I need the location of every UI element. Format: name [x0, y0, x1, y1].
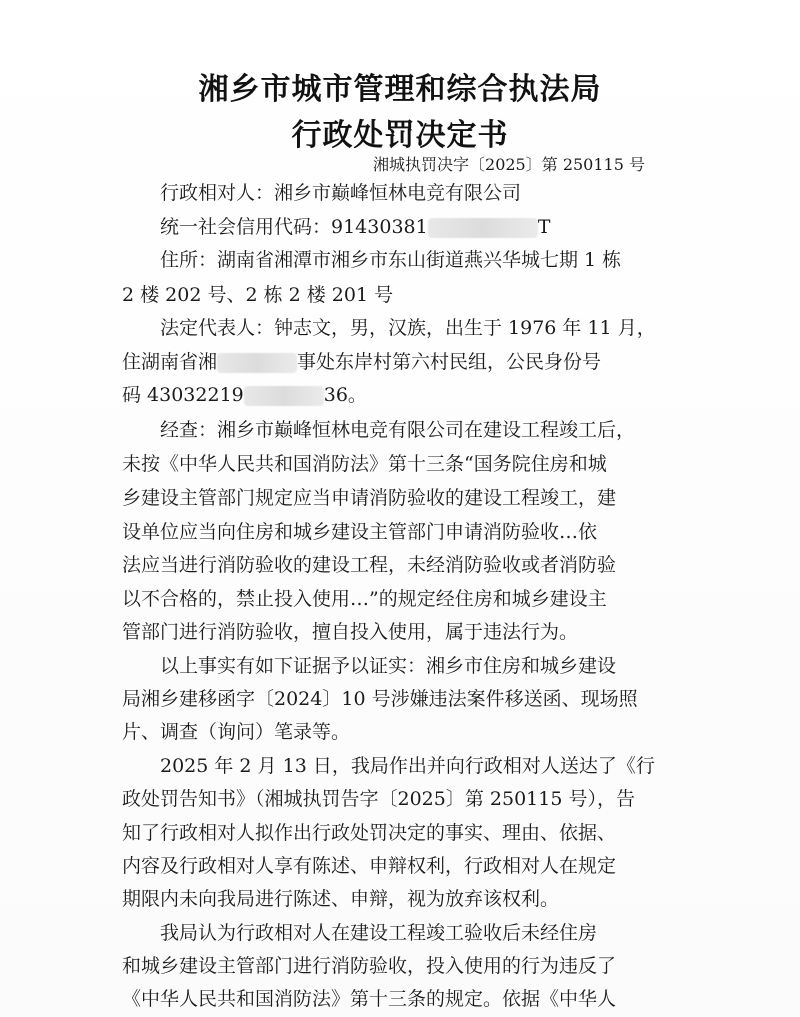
agency-title: 湘乡市城市管理和综合执法局: [198, 72, 602, 107]
legal-rep-line-2: [122, 347, 642, 377]
paragraph-line: 设单位应当向住房和城乡建设主管部门申请消防验收…依: [122, 521, 598, 543]
legal-rep-line-3: [122, 380, 642, 410]
paragraph-line: 内容及行政相对人享有陈述、申辩权利，行政相对人在规定: [122, 855, 617, 877]
redaction-mask: [428, 218, 538, 238]
credit-code-prefix: 统一社会信用代码：91430381: [160, 216, 428, 238]
legal-rep-line-2-part-b: 事处东岸村第六村民组，公民身份号: [297, 351, 602, 373]
paragraph-line: 2025 年 2 月 13 日，我局作出并向行政相对人送达了《行: [160, 755, 655, 777]
legal-rep-line-2-part-a: 住湖南省湘: [122, 351, 218, 373]
redaction-mask: [217, 353, 297, 373]
paragraph-line: 经查：湘乡市巅峰恒林电竞有限公司在建设工程竣工后，: [160, 419, 636, 441]
document-number: 湘城执罚决字〔2025〕第 250115 号: [373, 155, 645, 174]
paragraph-line: 和城乡建设主管部门进行消防验收，投入使用的行为违反了: [122, 955, 617, 977]
paragraph-line: 未按《中华人民共和国消防法》第十三条“国务院住房和城: [122, 453, 607, 475]
paragraph-line: 政处罚告知书》（湘城执罚告字〔2025〕第 250115 号），告: [122, 788, 635, 810]
address-line-1: 住所：湖南省湘潭市湘乡市东山街道燕兴华城七期 1 栋: [160, 249, 622, 271]
paragraph-line: 片、调查（询问）笔录等。: [122, 721, 351, 743]
paragraph-line: 《中华人民共和国消防法》第十三条的规定。依据《中华人: [122, 988, 617, 1010]
legal-rep-line-3-part-a: 码 43032219: [122, 384, 244, 406]
legal-rep-line-1: 法定代表人：钟志文，男，汉族，出生于 1976 年 11 月，: [160, 317, 656, 339]
credit-code-line: [160, 212, 642, 242]
paragraph-line: 以不合格的，禁止投入使用…”的规定经住房和城乡建设主: [122, 588, 607, 610]
paragraph-line: 我局认为行政相对人在建设工程竣工验收后未经住房: [160, 922, 598, 944]
paragraph-line: 局湘乡建移函字〔2024〕10 号涉嫌违法案件移送函、现场照: [122, 688, 638, 710]
legal-rep-line-3-part-b: 36。: [323, 384, 367, 406]
paragraph-line: 以上事实有如下证据予以证实：湘乡市住房和城乡建设: [160, 655, 617, 677]
paragraph-line: 管部门进行消防验收，擅自投入使用，属于违法行为。: [122, 621, 579, 643]
credit-code-suffix: T: [537, 216, 551, 238]
redaction-mask: [244, 386, 324, 406]
party-name-line: 行政相对人：湘乡市巅峰恒林电竞有限公司: [160, 182, 522, 204]
paragraph-line: 期限内未向我局进行陈述、申辩，视为放弃该权利。: [122, 888, 560, 910]
document-type-title: 行政处罚决定书: [291, 118, 509, 153]
paragraph-line: 乡建设主管部门规定应当申请消防验收的建设工程竣工，建: [122, 487, 617, 509]
paragraph-line: 知了行政相对人拟作出行政处罚决定的事实、理由、依据、: [122, 822, 617, 844]
address-line-2: 2 楼 202 号、2 栋 2 楼 201 号: [122, 284, 394, 306]
paragraph-line: 法应当进行消防验收的建设工程，未经消防验收或者消防验: [122, 554, 617, 576]
